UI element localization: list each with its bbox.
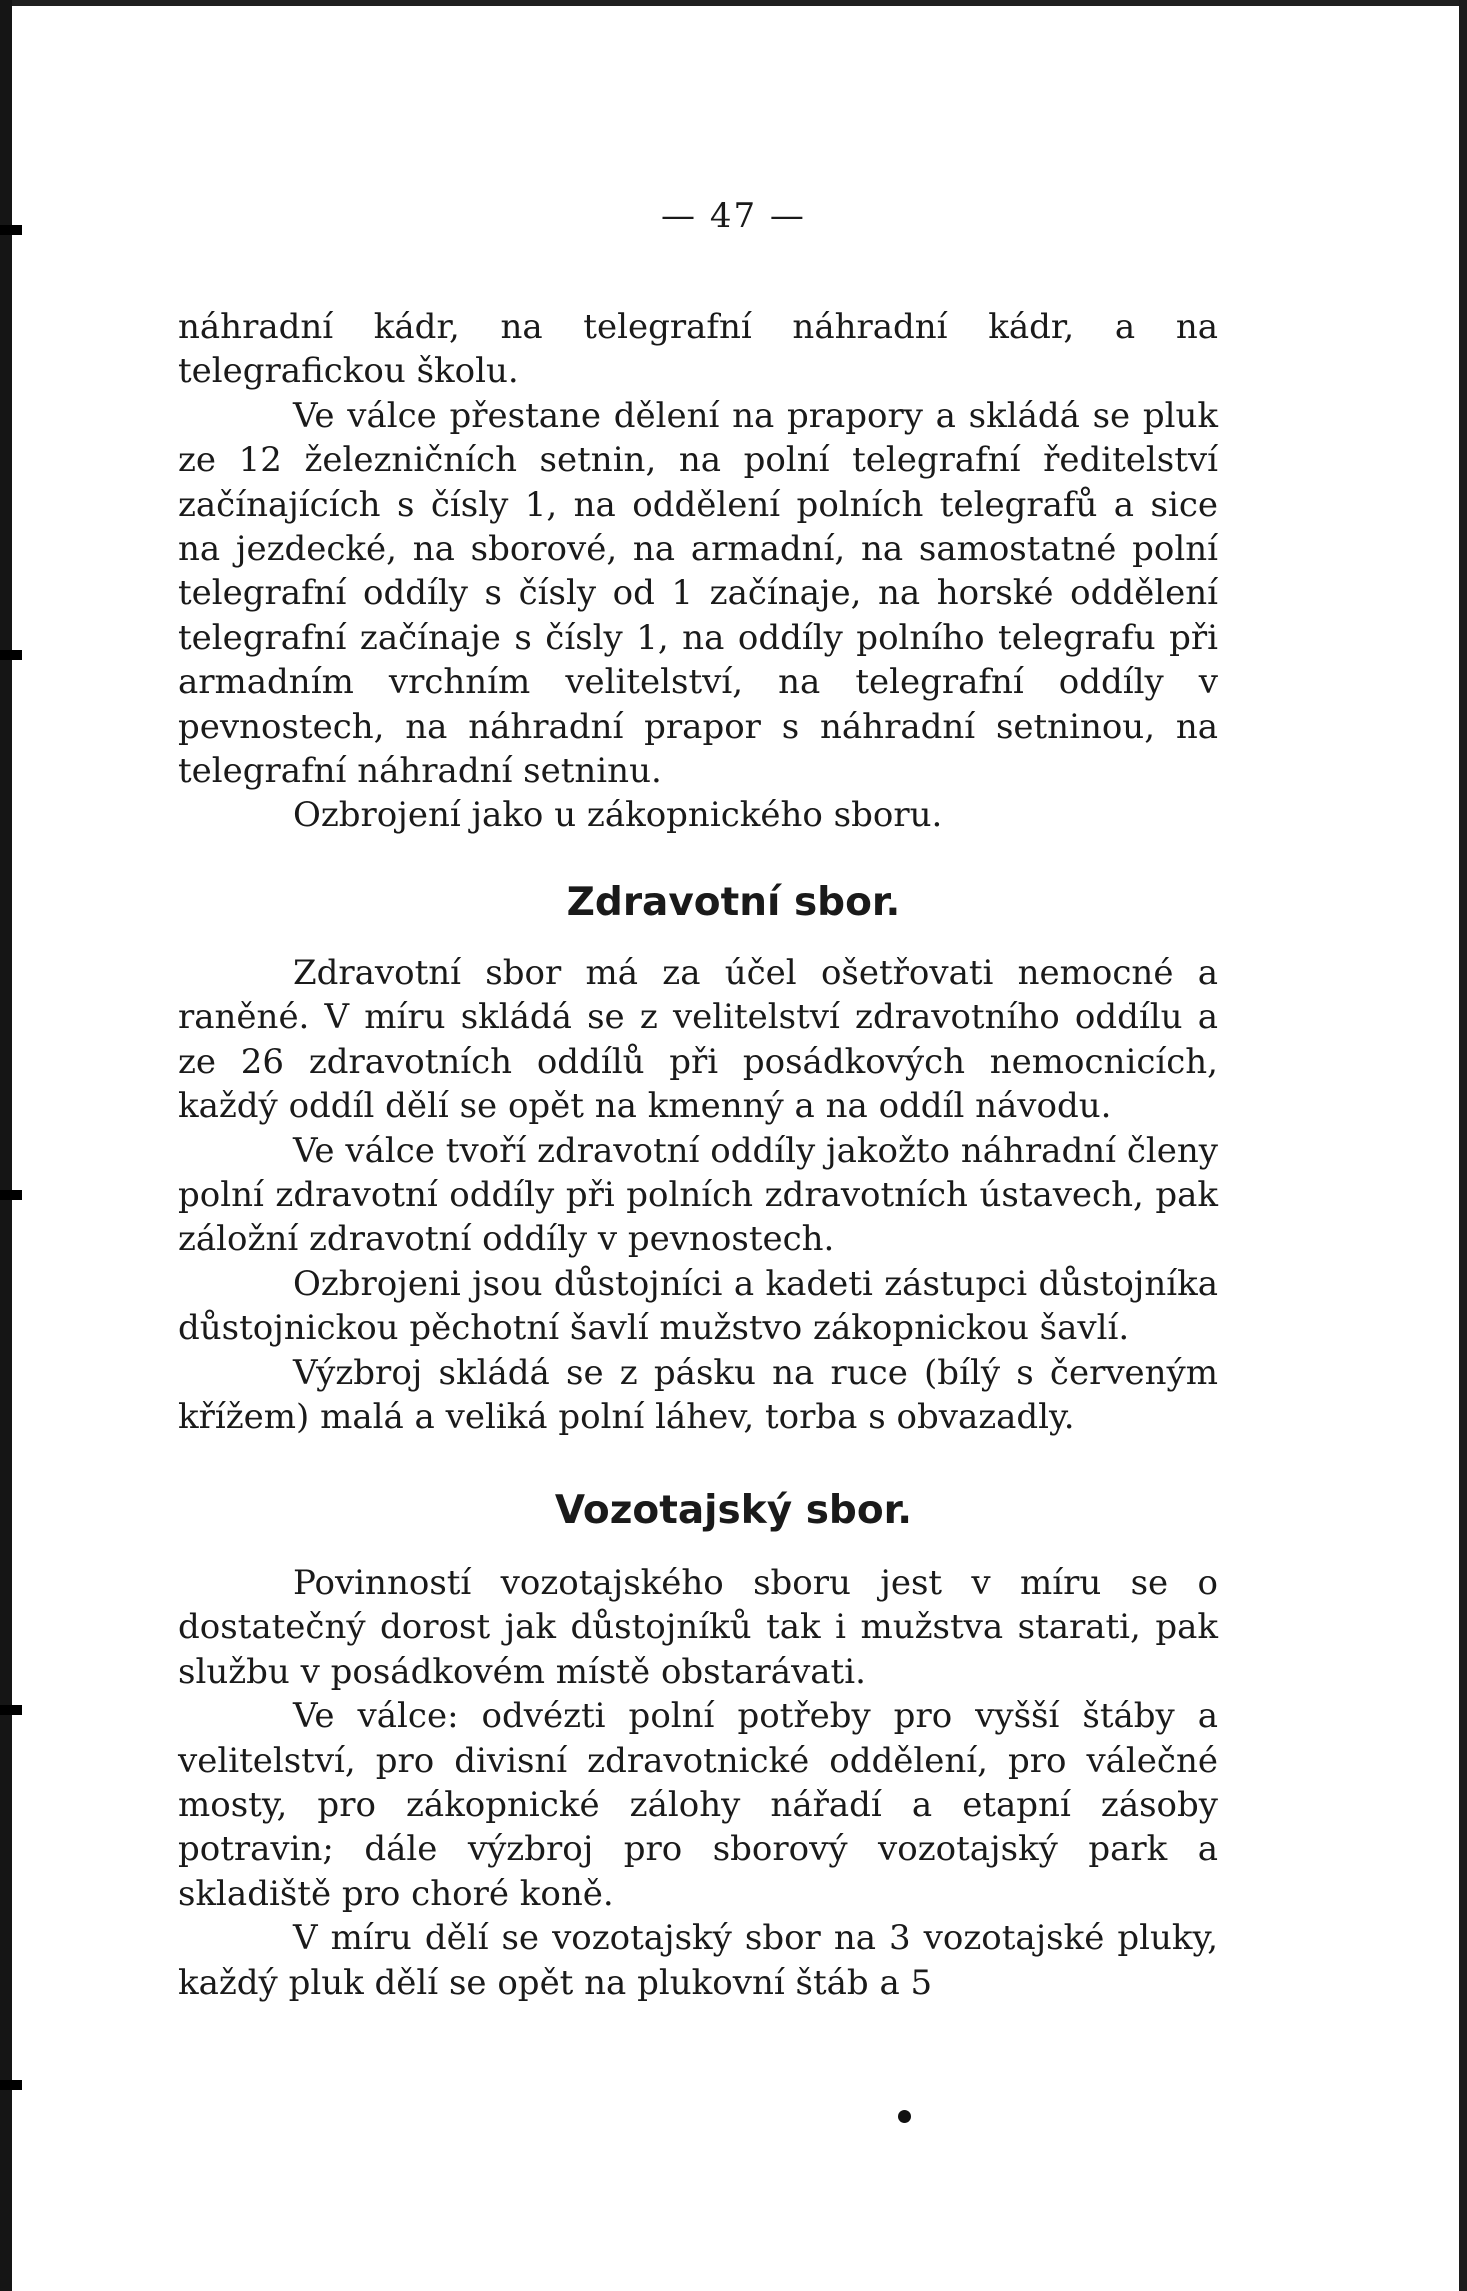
paragraph: Ozbrojeni jsou důstojníci a kadeti zástupci důstojníka důstojnickou pěchotní šavlí mužstvo zákopnickou šavlí. [178,1263,1218,1349]
paragraph: Ozbrojení jako u zákopnického sboru. [293,795,943,836]
section-heading-train: Vozotajský sbor. [554,1488,913,1533]
paragraph: Ve válce přestane dělení na prapory a skládá se pluk ze 12 železničních setnin, na polní telegrafní ředitelství začínajících s čísly 1, na oddělení polních telegrafů a sice na jezdecké, na sborové, na armadní, na samostatné polní telegrafní oddíly s čísly od 1 začínaje, na horské oddělení telegrafní začínaje s čísly 1, na oddíly polního telegrafu při armadním vrchním velitelství, na telegrafní oddíly v pevnostech, na náhradní prapor s náhradní setninou, na telegrafní náhradní setninu. [178,395,1218,792]
page-edge-right [1459,0,1467,2291]
binding-mark [0,1705,22,1715]
paragraph: Povinností vozotajského sboru jest v míru se o dostatečný dorost jak důstojníků tak i mužstva starati, pak službu v posádkovém místě obstarávati. [178,1563,1218,1692]
section-telegraph [178,305,1218,838]
page-number: — 47 — [661,196,806,236]
page-edge-top [0,0,1467,6]
paragraph: Ve válce tvoří zdravotní oddíly jakožto náhradní členy polní zdravotní oddíly při polních zdravotních ústavech, pak záložní zdravotní oddíly v pevnostech. [178,1130,1218,1260]
paragraph: Zdravotní sbor má za účel ošetřovati nemocné a raněné. V míru skládá se z velitelství zdravotního oddílu a ze 26 zdravotních oddílů při posádkových nemocnicích, každý oddíl dělí se opět na kmenný a na oddíl návodu. [178,953,1218,1127]
section-heading-medical: Zdravotní sbor. [566,880,901,925]
ink-spot [898,2110,911,2123]
paragraph: V míru dělí se vozotajský sbor na 3 vozotajské pluky, každý pluk dělí se opět na plukovní štáb a 5 [178,1918,1218,2003]
binding-mark [0,2080,22,2090]
binding-mark [0,1190,22,1200]
page-edge-left [0,0,12,2291]
section-train [178,1561,1218,2005]
paragraph: Výzbroj skládá se z pásku na ruce (bílý s červeným křížem) malá a veliká polní láhev, torba s obvazadly. [178,1352,1218,1438]
binding-mark [0,650,22,660]
paragraph: Ve válce: odvézti polní potřeby pro vyšší štáby a velitelství, pro divisní zdravotnické oddělení, pro válečné mosty, pro zákopnické zálohy nářadí a etapní zásoby potravin; dále výzbroj pro sborový vozotajský park a skladiště pro choré koně. [178,1696,1218,1914]
paragraph: náhradní kádr, na telegrafní náhradní kádr, a na telegrafickou školu. [178,307,1218,392]
section-medical [178,951,1218,1439]
